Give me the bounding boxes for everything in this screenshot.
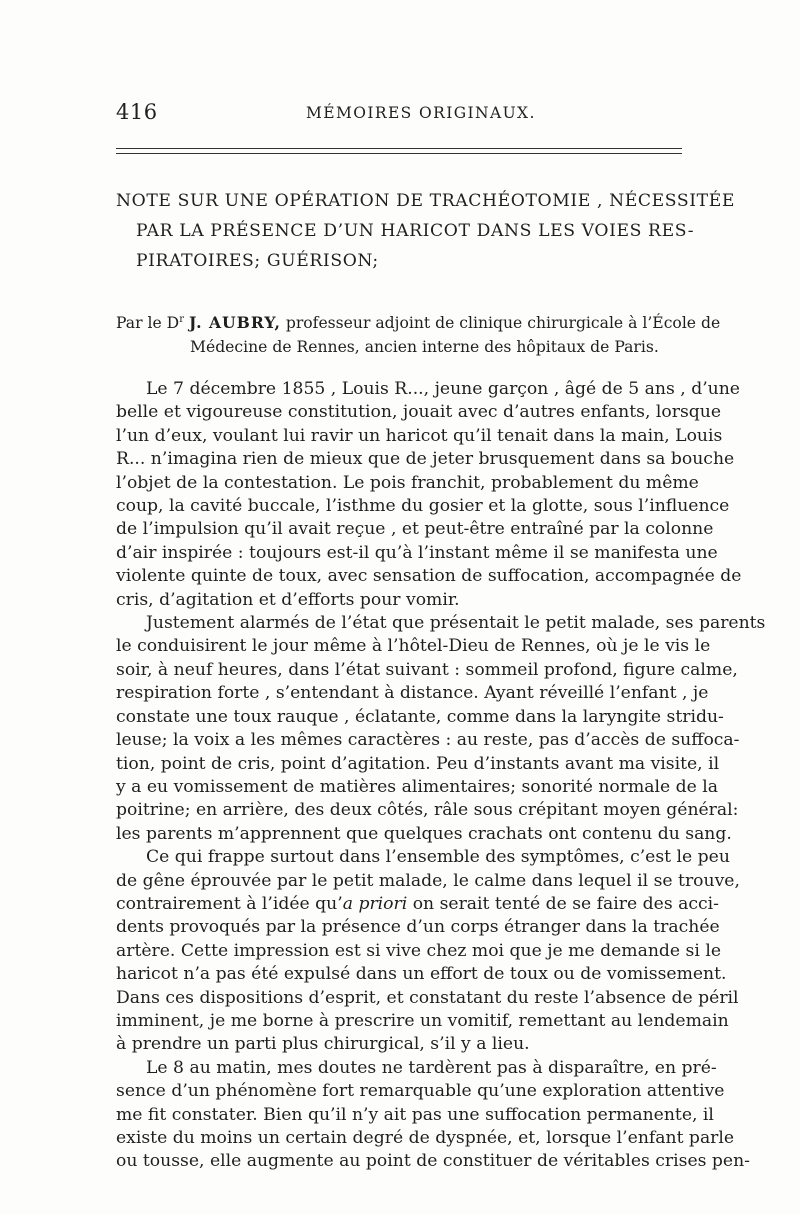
text-line: me fit constater. Bien qu’il n’y ait pas une suffocation permanente, il <box>116 1104 714 1125</box>
text-line: tion, point de cris, point d’agitation. Peu d’instants avant ma visite, il <box>116 753 720 774</box>
page-number: 416 <box>116 100 158 124</box>
text-fragment: contrairement à l’idée qu’ <box>116 893 343 914</box>
text-line: existe du moins un certain degré de dyspnée, et, lorsque l’enfant parle <box>116 1128 735 1148</box>
text-line: cris, d’agitation et d’efforts pour vomir. <box>116 589 460 610</box>
running-title: MÉMOIRES ORIGINAUX. <box>306 104 536 122</box>
header-rule-thin <box>116 153 682 154</box>
header-rule-thick <box>116 148 682 149</box>
text-line: haricot n’a pas été expulsé dans un effort de toux ou de vomissement. <box>116 964 727 985</box>
text-line: R... n’imagina rien de mieux que de jeter brusquement dans sa bouche <box>116 449 735 470</box>
text-line: artère. Cette impression est si vive chez moi que je me demande si le <box>116 940 721 961</box>
author-name: J. AUBRY, <box>188 313 281 333</box>
running-head <box>116 98 684 128</box>
text-line: Ce qui frappe surtout dans l’ensemble des symptômes, c’est le peu <box>146 847 730 868</box>
italic-phrase: a priori <box>342 893 408 914</box>
text-line: imminent, je me borne à prescrire un vomitif, remettant au lendemain <box>116 1010 729 1031</box>
text-line: Dans ces dispositions d’esprit, et constatant du reste l’absence de péril <box>116 987 739 1008</box>
text-line: sence d’un phénomène fort remarquable qu’une exploration attentive <box>116 1081 725 1102</box>
text-line: belle et vigoureuse constitution, jouait avec d’autres enfants, lorsque <box>116 402 722 423</box>
text-line: de gêne éprouvée par le petit malade, le calme dans lequel il se trouve, <box>116 870 740 891</box>
text-line: Le 8 au matin, mes doutes ne tardèrent pas à disparaître, en pré- <box>146 1057 717 1078</box>
text-line: à prendre un parti plus chirurgical, s’il y a lieu. <box>116 1034 530 1055</box>
text-line-italic-phrase <box>116 893 719 916</box>
author-affiliation: professeur adjoint de clinique chirurgicale à l’École de <box>285 314 721 333</box>
byline-line-2: Médecine de Rennes, ancien interne des hôpitaux de Paris. <box>190 338 659 357</box>
text-line: poitrine; en arrière, des deux côtés, râle sous crépitant moyen général: <box>116 800 739 821</box>
text-line: respiration forte , s’entendant à distance. Ayant réveillé l’enfant , je <box>116 683 709 704</box>
byline <box>116 308 721 359</box>
text-line: l’un d’eux, voulant lui ravir un haricot qu’il tenait dans la main, Louis <box>116 425 723 446</box>
body-text <box>116 378 766 1174</box>
text-line: soir, à neuf heures, dans l’état suivant : sommeil profond, figure calme, <box>116 659 738 680</box>
text-line: de l’impulsion qu’il avait reçue , et peut-être entraîné par la colonne <box>116 519 714 540</box>
title-line: PIRATOIRES; GUÉRISON; <box>136 251 379 271</box>
text-line: coup, la cavité buccale, l’isthme du gosier et la glotte, sous l’influence <box>116 496 730 517</box>
byline-prefix: Par le D <box>116 314 180 333</box>
text-line: ou tousse, elle augmente au point de constituer de véritables crises pen- <box>116 1151 750 1172</box>
text-line: dents provoqués par la présence d’un corps étranger dans la trachée <box>116 917 720 938</box>
byline-prefix-sup: r <box>179 314 184 325</box>
title-line: NOTE SUR UNE OPÉRATION DE TRACHÉOTOMIE , NÉCESSITÉE <box>116 191 736 211</box>
article-title <box>116 186 736 276</box>
title-line: PAR LA PRÉSENCE D’UN HARICOT DANS LES VOIES RES- <box>136 221 695 241</box>
text-line: le conduisirent le jour même à l’hôtel-Dieu de Rennes, où je le vis le <box>116 636 711 657</box>
text-line: Le 7 décembre 1855 , Louis R..., jeune garçon , âgé de 5 ans , d’une <box>146 379 740 399</box>
text-line: constate une toux rauque , éclatante, comme dans la laryngite stridu- <box>116 706 724 727</box>
text-line: l’objet de la contestation. Le pois franchit, probablement du même <box>116 472 699 493</box>
text-fragment: on serait tenté de se faire des acci- <box>407 893 719 914</box>
text-line: leuse; la voix a les mêmes caractères : au reste, pas d’accès de suffoca- <box>116 730 740 751</box>
text-line: Justement alarmés de l’état que présentait le petit malade, ses parents <box>146 613 766 634</box>
text-line: les parents m’apprennent que quelques crachats ont contenu du sang. <box>116 823 732 844</box>
text-line: d’air inspirée : toujours est-il qu’à l’instant même il se manifesta une <box>116 542 718 563</box>
byline-line-1 <box>116 308 721 335</box>
text-line: violente quinte de toux, avec sensation de suffocation, accompagnée de <box>116 566 742 587</box>
text-line: y a eu vomissement de matières alimentaires; sonorité normale de la <box>116 776 719 797</box>
